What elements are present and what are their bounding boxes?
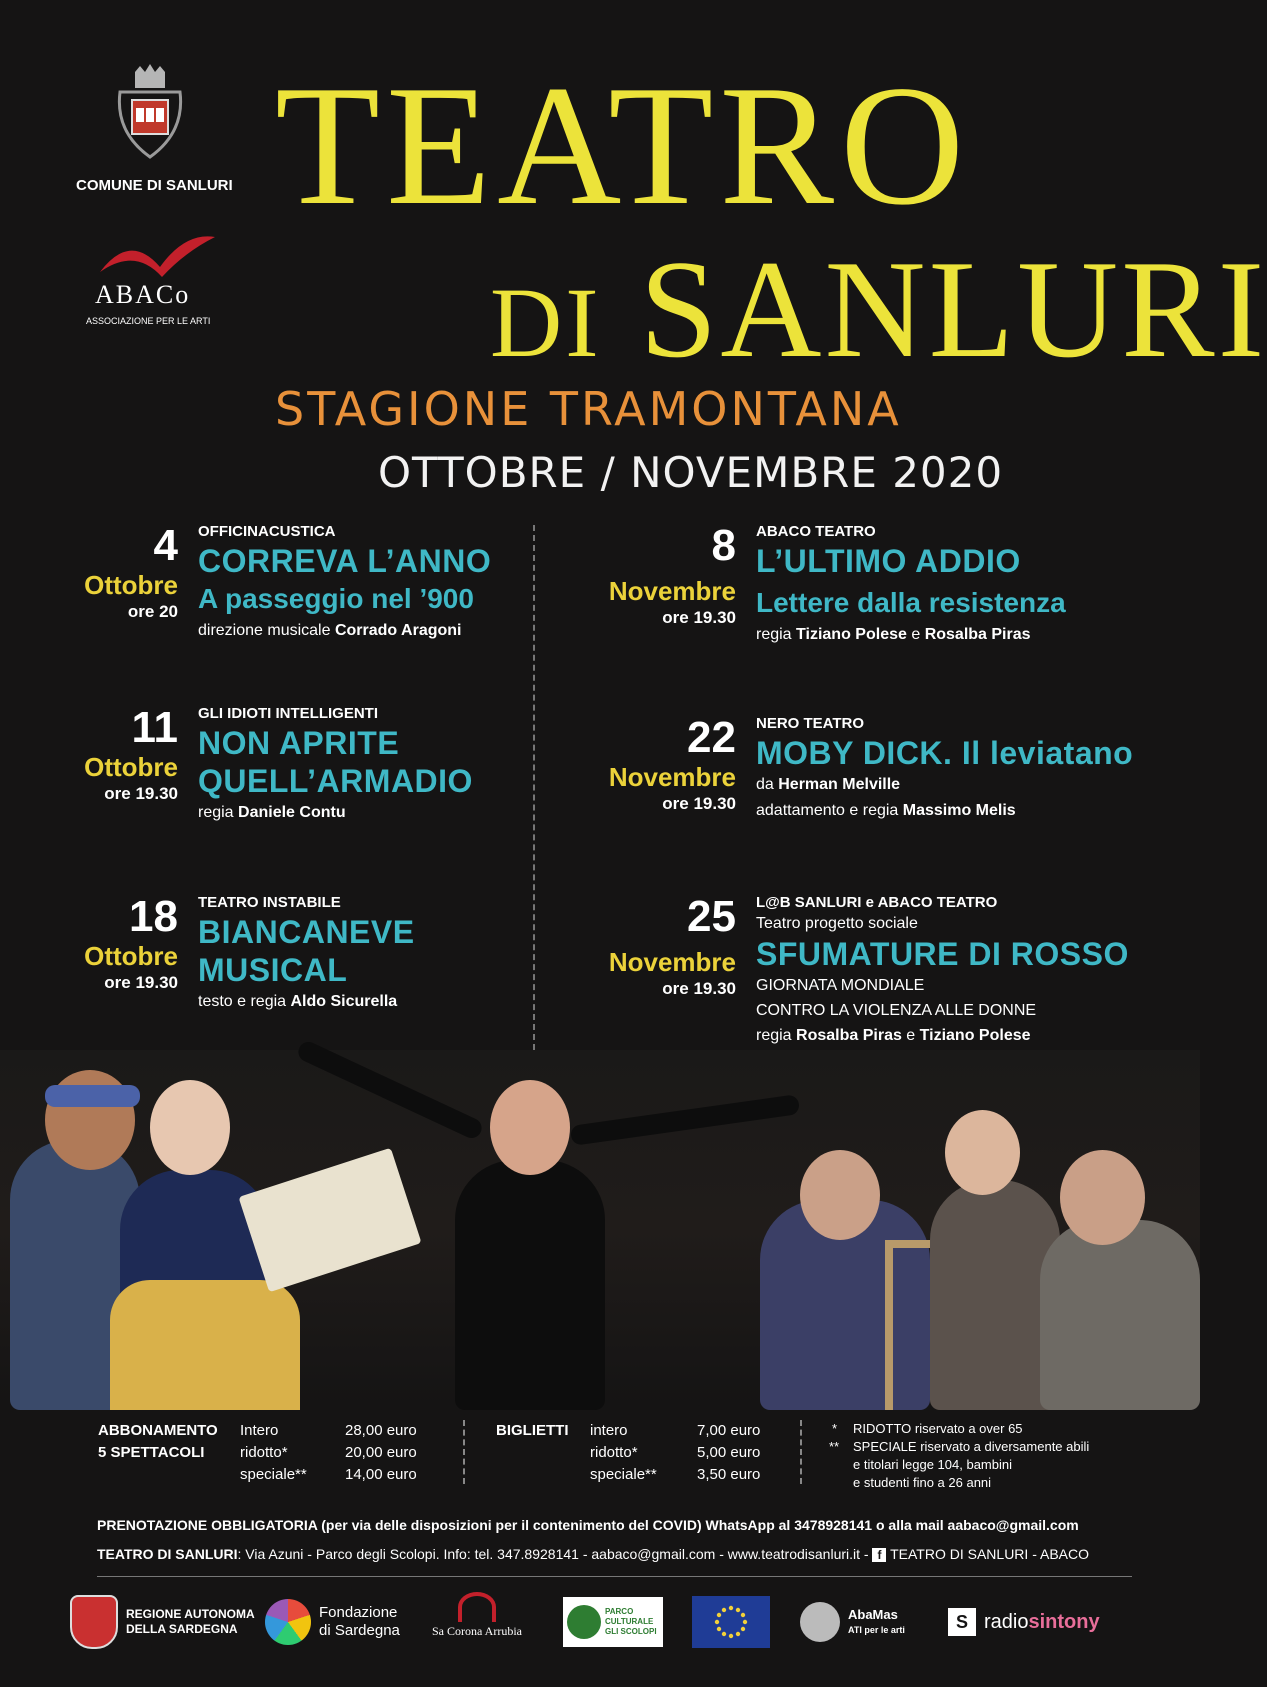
event-credit: regia Daniele Contu bbox=[198, 804, 346, 821]
abbonamento-label-2: 5 SPETTACOLI bbox=[98, 1444, 205, 1461]
event-month: Novembre bbox=[608, 762, 736, 792]
event-title: L’ULTIMO ADDIO bbox=[756, 543, 1021, 579]
event-subtitle: Teatro progetto sociale bbox=[756, 915, 918, 932]
singer-arm-right bbox=[570, 1094, 801, 1146]
radiosintony-icon: S bbox=[948, 1608, 976, 1636]
price-divider bbox=[800, 1420, 802, 1484]
sponsor-parco-scolopi: PARCO CULTURALE GLI SCOLOPI bbox=[563, 1592, 663, 1652]
event-time: ore 19.30 bbox=[662, 979, 736, 998]
singer-figure bbox=[455, 1160, 605, 1410]
abbonamento-price: 28,00 euro bbox=[345, 1422, 417, 1439]
performers-photo bbox=[0, 1050, 1200, 1405]
abbonamento-type: ridotto* bbox=[240, 1444, 288, 1461]
event-day: 25 bbox=[687, 892, 736, 941]
note-ridotto: RIDOTTO riservato a over 65 bbox=[853, 1421, 1023, 1436]
event-day: 18 bbox=[129, 892, 178, 941]
event-time: ore 19.30 bbox=[104, 784, 178, 803]
title-teatro: TEATRO bbox=[275, 51, 971, 241]
performer-head bbox=[150, 1080, 230, 1175]
note-speciale-3: e studenti fino a 26 anni bbox=[853, 1475, 992, 1490]
performer-bandana bbox=[45, 1085, 140, 1107]
singer-arm-left bbox=[295, 1039, 485, 1142]
biglietti-label: BIGLIETTI bbox=[496, 1422, 569, 1439]
sponsor-corona-arrubia: Sa Corona Arrubia bbox=[432, 1592, 522, 1652]
abamas-mask-icon bbox=[800, 1602, 840, 1642]
event-day: 11 bbox=[131, 703, 178, 752]
biglietti-price: 5,00 euro bbox=[697, 1444, 761, 1461]
event-day: 22 bbox=[687, 713, 736, 762]
biglietti-type: ridotto* bbox=[590, 1444, 638, 1461]
biglietti-price: 7,00 euro bbox=[697, 1422, 761, 1439]
event-title-2: A passeggio nel ’900 bbox=[198, 583, 474, 614]
event-month: Ottobre bbox=[84, 570, 178, 600]
biglietti-price: 3,50 euro bbox=[697, 1466, 761, 1483]
comune-crest-icon bbox=[110, 62, 190, 162]
note-mark: ** bbox=[829, 1439, 840, 1454]
sponsor-radiosintony: S radiosintony bbox=[948, 1592, 1100, 1652]
event-company: TEATRO INSTABILE bbox=[198, 894, 341, 911]
abbonamento-price: 14,00 euro bbox=[345, 1466, 417, 1483]
event-time: ore 19.30 bbox=[662, 794, 736, 813]
event-credit-author: da Herman Melville bbox=[756, 776, 901, 793]
event-time: ore 20 bbox=[127, 602, 178, 621]
event-title-2: Lettere dalla resistenza bbox=[756, 587, 1066, 618]
event-credit: direzione musicale Corrado Aragoni bbox=[198, 622, 462, 639]
abbonamento-type: Intero bbox=[240, 1422, 279, 1439]
event-company: NERO TEATRO bbox=[756, 715, 865, 732]
eu-flag-icon bbox=[692, 1596, 770, 1648]
sponsor-eu bbox=[692, 1592, 770, 1652]
event-company: GLI IDIOTI INTELLIGENTI bbox=[198, 705, 378, 722]
event-time: ore 19.30 bbox=[104, 973, 178, 992]
event-title-2: QUELL’ARMADIO bbox=[198, 763, 473, 799]
event-credit: regia Rosalba Piras e Tiziano Polese bbox=[756, 1027, 1031, 1044]
title-sanluri bbox=[490, 232, 1267, 387]
event-desc-2: CONTRO LA VIOLENZA ALLE DONNE bbox=[756, 1002, 1037, 1019]
event-time: ore 19.30 bbox=[662, 608, 736, 627]
abaco-logo-icon bbox=[90, 232, 220, 282]
sponsor-regione: REGIONE AUTONOMA DELLA SARDEGNA bbox=[70, 1592, 255, 1652]
event-day: 8 bbox=[711, 521, 736, 570]
event-company: OFFICINACUSTICA bbox=[198, 523, 336, 540]
venue-info: TEATRO DI SANLURI: Via Azuni - Parco degli Scolopi. Info: tel. 347.8928141 - aabaco@gmail.com - www.teatrodisanluri.it - f TEATRO DI SANLURI - ABACO bbox=[97, 1546, 1089, 1562]
facebook-icon: f bbox=[872, 1548, 886, 1562]
event-title-2: MUSICAL bbox=[198, 952, 348, 988]
tree-icon bbox=[567, 1605, 601, 1639]
event-credit: testo e regia Aldo Sicurella bbox=[198, 993, 398, 1010]
event-title: SFUMATURE DI ROSSO bbox=[756, 936, 1129, 972]
actress-head bbox=[945, 1110, 1020, 1195]
event-month: Ottobre bbox=[84, 941, 178, 971]
note-mark: * bbox=[832, 1421, 838, 1436]
event-day: 4 bbox=[153, 521, 178, 570]
actor-figure-2 bbox=[1040, 1220, 1200, 1410]
booking-info: PRENOTAZIONE OBBLIGATORIA (per via delle disposizioni per il contenimento del COVID) WhatsApp al 3478928141 o alla mail aabaco@gmail.com bbox=[97, 1517, 1079, 1533]
event-title: NON APRITE bbox=[198, 725, 400, 761]
title-sanluri-word: SANLURI bbox=[639, 232, 1267, 387]
event-credit: adattamento e regia Massimo Melis bbox=[756, 802, 1016, 819]
abbonamento-price: 20,00 euro bbox=[345, 1444, 417, 1461]
column-divider bbox=[533, 525, 535, 1050]
event-desc-1: GIORNATA MONDIALE bbox=[756, 977, 925, 994]
abaco-sub: ASSOCIAZIONE PER LE ARTI bbox=[86, 316, 211, 326]
footer-divider bbox=[97, 1576, 1132, 1577]
event-month: Novembre bbox=[608, 947, 736, 977]
note-speciale: SPECIALE riservato a diversamente abili bbox=[853, 1439, 1090, 1454]
comune-label: COMUNE DI SANLURI bbox=[76, 177, 233, 194]
event-title: MOBY DICK. Il leviatano bbox=[756, 735, 1134, 771]
price-divider bbox=[463, 1420, 465, 1484]
event-company: ABACO TEATRO bbox=[756, 523, 876, 540]
note-speciale-2: e titolari legge 104, bambini bbox=[853, 1457, 1012, 1472]
sponsor-abamas: AbaMas ATI per le arti bbox=[800, 1592, 905, 1652]
regione-crest-icon bbox=[70, 1595, 118, 1649]
biglietti-type: intero bbox=[590, 1422, 628, 1439]
event-title: BIANCANEVE bbox=[198, 914, 415, 950]
book-prop bbox=[238, 1148, 421, 1293]
event-month: Novembre bbox=[608, 576, 736, 606]
performer-skirt bbox=[110, 1280, 300, 1410]
biglietti-type: speciale** bbox=[590, 1466, 657, 1483]
abaco-logo-text: ABACo bbox=[95, 280, 191, 309]
corona-arrubia-icon bbox=[458, 1592, 496, 1622]
sponsor-fondazione: Fondazione di Sardegna bbox=[265, 1592, 400, 1652]
title-di: DI bbox=[490, 267, 602, 378]
event-credit: regia Tiziano Polese e Rosalba Piras bbox=[756, 626, 1031, 643]
abbonamento-type: speciale** bbox=[240, 1466, 307, 1483]
fondazione-wheel-icon bbox=[265, 1599, 311, 1645]
event-title: CORREVA L’ANNO bbox=[198, 543, 492, 579]
event-month: Ottobre bbox=[84, 752, 178, 782]
actor-head-2 bbox=[1060, 1150, 1145, 1245]
event-company: L@B SANLURI e ABACO TEATRO bbox=[756, 894, 998, 911]
season-months: OTTOBRE / NOVEMBRE 2020 bbox=[378, 448, 1004, 497]
abbonamento-label: ABBONAMENTO bbox=[98, 1422, 218, 1439]
singer-head bbox=[490, 1080, 570, 1175]
actor-head bbox=[800, 1150, 880, 1240]
season-title: STAGIONE TRAMONTANA bbox=[275, 382, 902, 436]
